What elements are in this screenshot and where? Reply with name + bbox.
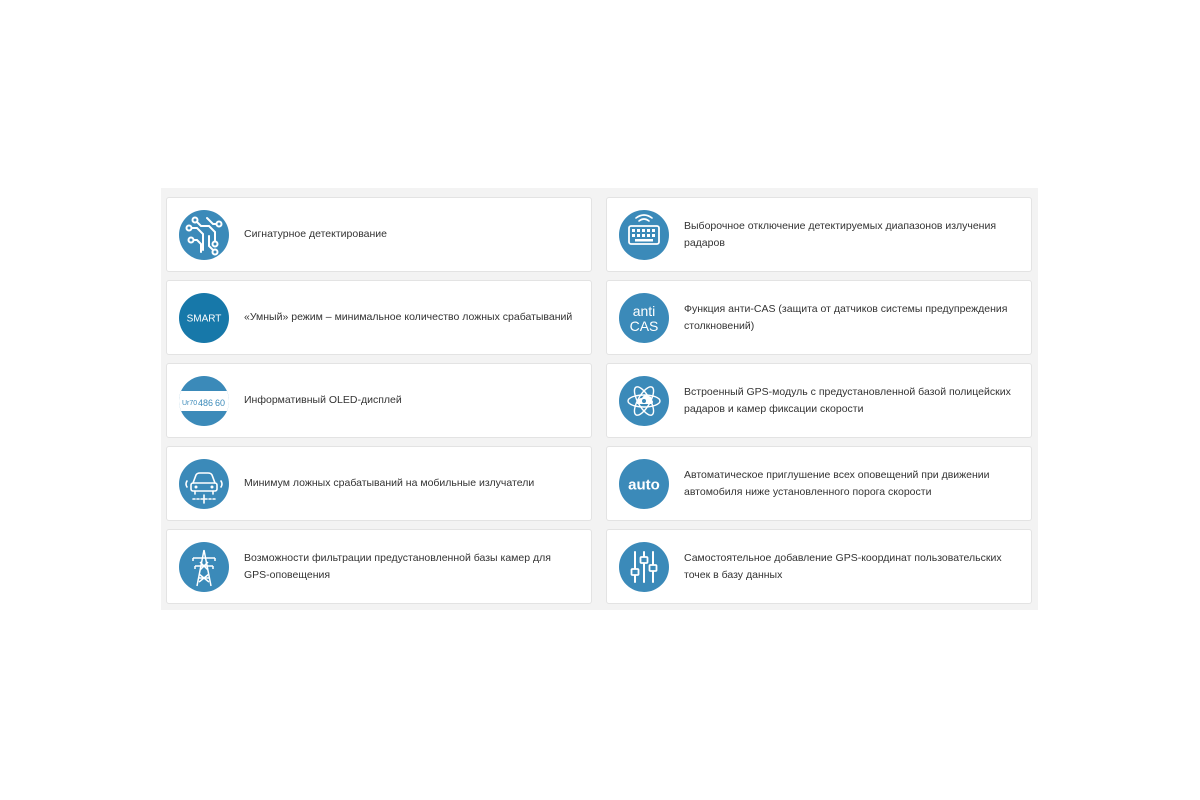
feature-card-camera-filtering xyxy=(166,529,592,604)
circuit-icon xyxy=(179,210,229,260)
feature-text: Встроенный GPS-модуль с предустановленной базой полицейских радаров и камер фиксации скорости xyxy=(684,385,1011,415)
features-grid xyxy=(166,197,1032,604)
feature-card-band-disable xyxy=(606,197,1032,272)
oled-icon-text-3: 60 xyxy=(215,397,226,408)
feature-card-signature-detection xyxy=(166,197,592,272)
feature-card-auto-mute xyxy=(606,446,1032,521)
feature-card-oled-display xyxy=(166,363,592,438)
oled-icon-text-1: Ur70 xyxy=(182,399,198,407)
feature-card-mobile-emitters xyxy=(166,446,592,521)
keyboard-wireless-icon xyxy=(619,210,669,260)
sliders-icon xyxy=(619,542,669,592)
anti-cas-icon-line1: anti xyxy=(632,302,656,319)
power-tower-icon xyxy=(179,542,229,592)
feature-card-anti-cas xyxy=(606,280,1032,355)
gps-atom-icon xyxy=(619,376,669,426)
oled-icon-text-2: 486 xyxy=(198,397,214,408)
feature-text: Сигнатурное детектирование xyxy=(244,228,387,240)
feature-text: Функция анти-CAS (защита от датчиков системы предупреждения столкновений) xyxy=(684,302,1008,332)
oled-display-icon xyxy=(179,376,229,426)
feature-text: «Умный» режим – минимальное количество ложных срабатываний xyxy=(244,311,573,323)
anti-cas-icon-line2: CAS xyxy=(629,317,659,334)
feature-text: Минимум ложных срабатываний на мобильные излучатели xyxy=(244,477,535,489)
features-panel xyxy=(161,188,1038,610)
smart-icon-text: SMART xyxy=(186,313,222,324)
anti-cas-icon xyxy=(619,293,669,343)
feature-text: Самостоятельное добавление GPS-координат пользовательских точек в базу данных xyxy=(684,551,1002,581)
feature-text: Автоматическое приглушение всех оповещений при движении автомобиля ниже установленного порога скорости xyxy=(684,468,990,498)
feature-text: Информативный OLED-дисплей xyxy=(244,394,402,406)
car-sensor-icon xyxy=(179,459,229,509)
feature-text: Возможности фильтрации предустановленной базы камер для GPS-оповещения xyxy=(244,551,551,581)
feature-card-gps-points xyxy=(606,529,1032,604)
feature-text: Выборочное отключение детектируемых диапазонов излучения радаров xyxy=(684,219,997,249)
feature-card-gps-module xyxy=(606,363,1032,438)
auto-icon-text: auto xyxy=(628,476,660,493)
feature-card-smart-mode xyxy=(166,280,592,355)
auto-icon xyxy=(619,459,669,509)
smart-icon xyxy=(179,293,229,343)
